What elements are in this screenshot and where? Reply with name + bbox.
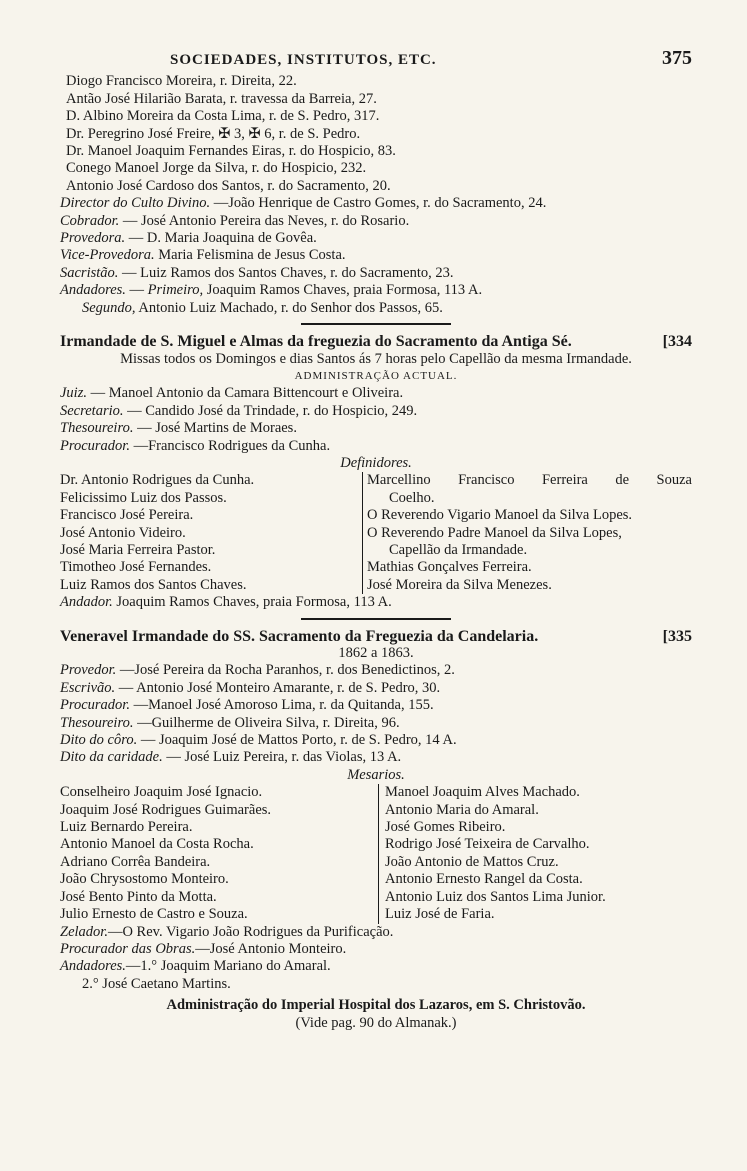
right-column (378, 784, 692, 923)
role-line: Segundo, Antonio Luiz Machado, r. do Senhor dos Passos, 65. (82, 299, 443, 316)
list-item: José Gomes Ribeiro. (385, 819, 506, 836)
definidores-columns (60, 472, 692, 594)
list-item: José Bento Pinto da Motta. (60, 888, 217, 905)
role-line: Procurador das Obras.—José Antonio Monteiro. (60, 940, 347, 957)
list-item: Dr. Antonio Rodrigues da Cunha. (60, 472, 255, 489)
list-item: O Reverendo Padre Manoel da Silva Lopes, (367, 524, 622, 541)
list-item: Manoel Joaquim Alves Machado. (385, 784, 580, 801)
list-item: Coelho. (389, 489, 435, 506)
continued-list (60, 73, 692, 195)
section-divider (301, 323, 451, 325)
role-line: Vice-Provedora. Maria Felismina de Jesus Costa. (60, 247, 346, 264)
list-item: Diogo Francisco Moreira, r. Direita, 22. (66, 73, 297, 90)
document-page (60, 47, 692, 1032)
list-item: Conselheiro Joaquim José Ignacio. (60, 784, 263, 801)
list-item: Antonio Luiz dos Santos Lima Junior. (385, 888, 606, 905)
continued-roles (60, 195, 692, 317)
right-column (362, 472, 692, 594)
role-line: Andador. Joaquim Ramos Chaves, praia Formosa, 113 A. (60, 594, 392, 611)
list-item: O Reverendo Vigario Manoel da Silva Lopes. (367, 507, 633, 524)
role-line: Zelador.—O Rev. Vigario João Rodrigues da Purificação. (60, 923, 394, 940)
role-line: Juiz. — Manoel Antonio da Camara Bittencourt e Oliveira. (60, 385, 404, 402)
footer-title: Administração do Imperial Hospital dos Lazaros, em S. Christovão. (166, 997, 586, 1014)
list-item: José Moreira da Silva Menezes. (367, 576, 552, 593)
list-item: Luiz Ramos dos Santos Chaves. (60, 576, 247, 593)
page-number: 375 (662, 47, 692, 69)
admin-heading: ADMINISTRAÇÃO ACTUAL. (294, 369, 458, 382)
footer-note: (Vide pag. 90 do Almanak.) (295, 1014, 457, 1031)
mesarios-columns (60, 784, 692, 923)
role-line: Provedor. —José Pereira da Rocha Paranhos, r. dos Benedictinos, 2. (60, 662, 455, 679)
list-item: Rodrigo José Teixeira de Carvalho. (385, 836, 590, 853)
list-item: Adriano Corrêa Bandeira. (60, 853, 211, 870)
role-line: Dito da caridade. — José Luiz Pereira, r. das Violas, 13 A. (60, 749, 402, 766)
list-item: Joaquim José Rodrigues Guimarães. (60, 801, 272, 818)
left-column (60, 472, 362, 594)
section-335 (60, 628, 692, 994)
list-item: Julio Ernesto de Castro e Souza. (60, 906, 248, 923)
list-item: José Maria Ferreira Pastor. (60, 541, 216, 558)
role-line: Escrivão. — Antonio José Monteiro Amarante, r. de S. Pedro, 30. (60, 679, 441, 696)
list-item: Felicissimo Luiz dos Passos. (60, 489, 227, 506)
section-years: 1862 a 1863. (338, 645, 414, 661)
list-item: João Antonio de Mattos Cruz. (385, 853, 559, 870)
list-item: Luiz José de Faria. (385, 906, 495, 923)
list-item: Antonio Manoel da Costa Rocha. (60, 836, 254, 853)
section-title: Veneravel Irmandade do SS. Sacramento da Freguezia da Candelaria. [335 (60, 627, 692, 645)
section-334 (60, 333, 692, 612)
role-line: Andadores.—1.° Joaquim Mariano do Amaral. (60, 958, 331, 975)
list-item: Timotheo José Fernandes. (60, 559, 212, 576)
role-line: Secretario. — Candido José da Trindade, r. do Hospicio, 249. (60, 402, 418, 419)
role-line: Director do Culto Divino. —João Henrique de Castro Gomes, r. do Sacramento, 24. (60, 195, 547, 212)
page-header (60, 47, 692, 69)
section-title: Irmandade de S. Miguel e Almas da freguezia do Sacramento da Antiga Sé. [334 (60, 333, 692, 351)
role-line: Thesoureiro. — José Martins de Moraes. (60, 420, 297, 437)
list-item: Francisco José Pereira. (60, 507, 194, 524)
role-line: Sacristão. — Luiz Ramos dos Santos Chaves, r. do Sacramento, 23. (60, 264, 454, 281)
role-line: Thesoureiro. —Guilherme de Oliveira Silva, r. Direita, 96. (60, 714, 400, 731)
list-item: Conego Manoel Jorge da Silva, r. do Hospicio, 232. (66, 160, 367, 177)
list-item: Antonio Maria do Amaral. (385, 801, 539, 818)
section-note: Missas todos os Domingos e dias Santos ás 7 horas pelo Capellão da mesma Irmandade. (120, 350, 632, 367)
left-column (60, 784, 378, 923)
role-line: Dito do côro. — Joaquim José de Mattos Porto, r. de S. Pedro, 14 A. (60, 732, 457, 749)
list-item: Antonio José Cardoso dos Santos, r. do Sacramento, 20. (66, 177, 391, 194)
role-line: Procurador. —Manoel José Amoroso Lima, r. da Quitanda, 155. (60, 697, 434, 714)
running-title: SOCIEDADES, INSTITUTOS, ETC. (170, 52, 437, 68)
role-line: Provedora. — D. Maria Joaquina de Govêa. (60, 230, 317, 247)
list-item: Dr. Manoel Joaquim Fernandes Eiras, r. do Hospicio, 83. (66, 143, 396, 160)
mesarios-label: Mesarios. (347, 766, 405, 783)
section-divider (301, 618, 451, 620)
list-item: Dr. Peregrino José Freire, ✠ 3, ✠ 6, r. de S. Pedro. (66, 125, 361, 142)
role-line: Procurador. —Francisco Rodrigues da Cunha. (60, 437, 331, 454)
list-item: Antonio Ernesto Rangel da Costa. (385, 871, 583, 888)
role-line: Andadores. — Primeiro, Joaquim Ramos Chaves, praia Formosa, 113 A. (60, 282, 483, 299)
list-item: Capellão da Irmandade. (389, 541, 528, 558)
list-item: Antão José Hilarião Barata, r. travessa da Barreia, 27. (66, 90, 377, 107)
list-item: D. Albino Moreira da Costa Lima, r. de S. Pedro, 317. (66, 108, 380, 125)
role-line: 2.° José Caetano Martins. (82, 975, 231, 992)
list-item: Mathias Gonçalves Ferreira. (367, 559, 532, 576)
list-item: João Chrysostomo Monteiro. (60, 871, 229, 888)
list-item: Luiz Bernardo Pereira. (60, 819, 193, 836)
definidores-label: Definidores. (340, 454, 412, 471)
role-line: Cobrador. — José Antonio Pereira das Neves, r. do Rosario. (60, 212, 410, 229)
list-item: Marcellino Francisco Ferreira de Souza (367, 472, 692, 489)
list-item: José Antonio Videiro. (60, 524, 186, 541)
